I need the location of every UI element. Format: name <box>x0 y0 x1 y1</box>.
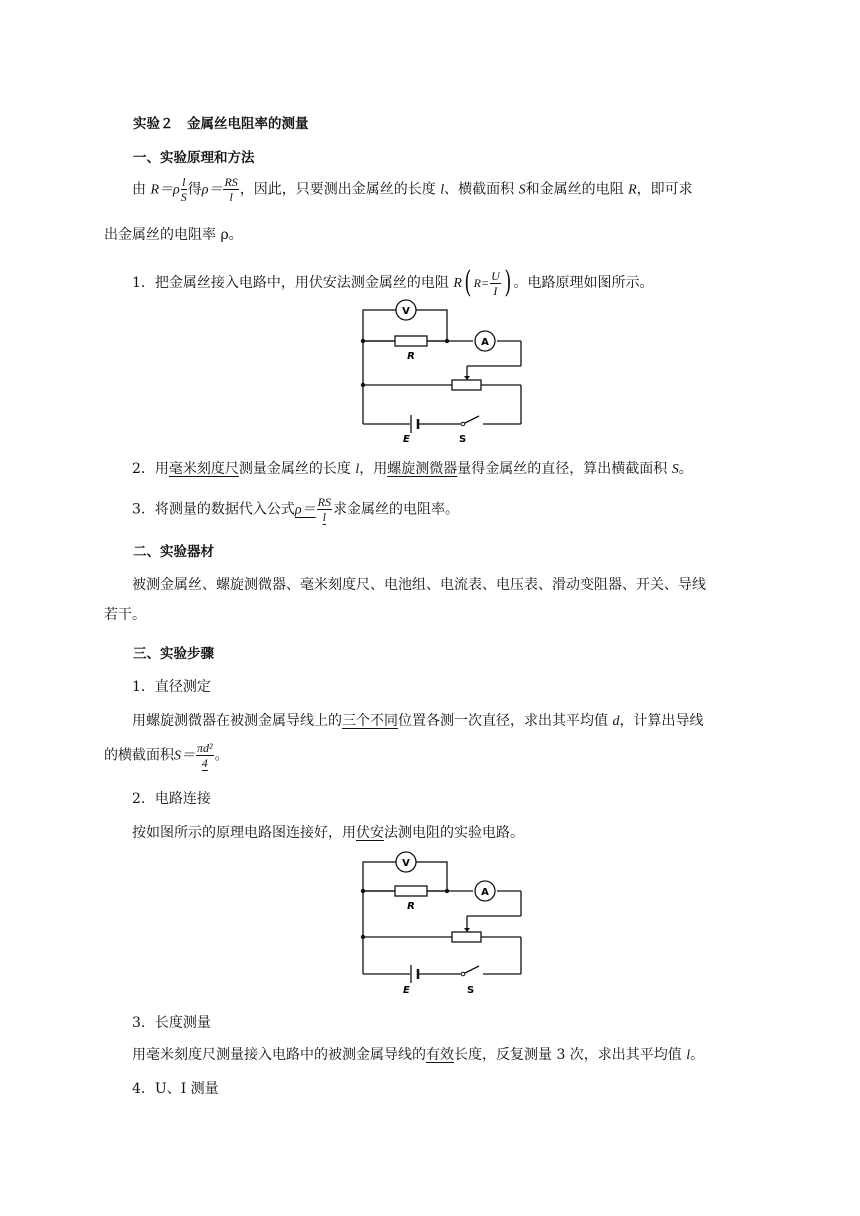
text: 、横截面积 <box>444 181 515 198</box>
variable-s: S <box>518 182 526 198</box>
resistor-label: R <box>407 901 415 912</box>
text: ，用 <box>359 461 388 477</box>
ammeter-label: A <box>481 887 489 898</box>
right-paren: ) <box>504 265 512 300</box>
rheostat-icon <box>452 380 481 390</box>
switch-contact <box>461 422 465 426</box>
junction-node <box>445 889 449 893</box>
ammeter-label: A <box>481 337 489 348</box>
variable-l: l <box>686 1048 691 1063</box>
formula-r-lhs: R＝ρ <box>150 182 180 198</box>
step-2-title: 2．电路连接 <box>132 791 211 807</box>
text: 。 <box>214 747 229 764</box>
fraction-rs-over-l <box>317 496 332 523</box>
circuit-diagram-2 <box>355 846 530 996</box>
text: 。电路原理如图所示。 <box>513 275 654 291</box>
text: 的横截面积 <box>104 747 174 764</box>
fraction-denominator: I <box>493 283 498 298</box>
section-heading-principle: 一、实验原理和方法 <box>133 150 255 166</box>
text: ，因此，只要测出金属丝的长度 <box>239 181 436 198</box>
item-1 <box>132 265 654 300</box>
equipment-line-2: 若干。 <box>104 607 146 623</box>
variable-r: R <box>453 276 462 291</box>
fraction-u-over-i <box>490 270 501 297</box>
fraction-numerator: U <box>491 268 500 283</box>
text: 长度，反复测量 3 次，求出其平均值 <box>454 1047 682 1063</box>
text: 位置各测一次直径，求出其平均值 <box>398 713 608 729</box>
variable-r: R <box>628 182 637 198</box>
resistor-label: R <box>407 351 415 362</box>
text: 和金属丝的电阻 <box>525 181 624 198</box>
text: 。 <box>678 461 693 477</box>
item-2 <box>132 458 693 478</box>
fraction-denominator: l <box>322 510 326 524</box>
junction-node <box>445 339 449 343</box>
underlined-term: 有效 <box>426 1047 454 1063</box>
junction-node <box>361 935 365 939</box>
section-heading-steps: 三、实验步骤 <box>133 646 214 662</box>
step-3-title: 3．长度测量 <box>132 1015 211 1031</box>
formula-s-lhs: S＝ <box>174 748 195 764</box>
battery-label: E <box>403 985 410 996</box>
text: 3．将测量的数据代入公式 <box>132 501 295 518</box>
formula-rho-lhs: ρ＝ <box>201 182 223 198</box>
text: 求金属丝的电阻率。 <box>333 501 459 518</box>
text: 。 <box>690 1047 705 1063</box>
fraction-pi-d2-over-4 <box>196 742 214 769</box>
resistor-icon <box>395 886 427 896</box>
step-3-line <box>132 1044 704 1064</box>
fraction-numerator: πd² <box>197 741 213 755</box>
text: 用毫米刻度尺测量接入电路中的被测金属导线的 <box>132 1047 426 1063</box>
switch-contact <box>461 972 465 976</box>
text: 2．用 <box>132 461 169 477</box>
text: 用螺旋测微器在被测金属导线上的 <box>132 713 342 729</box>
fraction-denominator: S <box>180 190 187 204</box>
voltmeter-label: V <box>402 858 410 869</box>
text: 由 <box>132 181 146 198</box>
left-paren: ( <box>464 265 472 300</box>
section-heading-equipment: 二、实验器材 <box>133 544 214 560</box>
item-3 <box>132 496 459 523</box>
junction-node <box>361 339 365 343</box>
step-1-line-2 <box>104 742 229 769</box>
battery-label: E <box>403 434 410 445</box>
fraction-numerator: RS <box>224 175 238 189</box>
fraction-l-over-s <box>181 176 187 203</box>
fraction-rs-over-l <box>223 176 238 203</box>
circuit-diagram-1 <box>355 298 530 448</box>
principle-line-2: 出金属丝的电阻率 ρ。 <box>104 227 243 243</box>
underlined-term: 螺旋测微器 <box>387 461 458 477</box>
fraction-numerator: l <box>182 175 186 189</box>
variable-l: l <box>440 182 445 198</box>
text: 按如图所示的原理电路图连接好，用 <box>132 825 356 841</box>
junction-node <box>361 383 365 387</box>
text: 1．把金属丝接入电路中，用伏安法测金属丝的电阻 <box>132 275 449 291</box>
fraction-denominator: 4 <box>201 756 208 770</box>
fraction-numerator: RS <box>317 495 331 509</box>
switch-label: S <box>459 434 467 445</box>
equipment-line-1: 被测金属丝、螺旋测微器、毫米刻度尺、电池组、电流表、电压表、滑动变阻器、开关、导线 <box>132 577 706 593</box>
variable-l: l <box>355 462 360 477</box>
variable-d: d <box>612 714 620 729</box>
step-1-line-1 <box>132 710 703 730</box>
variable-s: S <box>671 462 679 477</box>
formula-r-equals: R= <box>473 276 490 290</box>
underlined-term: 三个不同 <box>342 713 398 729</box>
underlined-term: 毫米刻度尺 <box>168 461 239 477</box>
switch-label: S <box>467 985 475 996</box>
underlined-term: 伏安 <box>356 825 384 841</box>
text: ，计算出导线 <box>619 713 704 729</box>
text: 测量金属丝的长度 <box>238 461 351 477</box>
experiment-title: 实验２ 金属丝电阻率的测量 <box>133 116 309 132</box>
step-4-title: 4．U、I 测量 <box>132 1081 219 1097</box>
text: 得 <box>187 181 202 198</box>
step-1-title: 1．直径测定 <box>132 679 211 695</box>
voltmeter-label: V <box>402 306 410 317</box>
resistor-icon <box>395 336 427 346</box>
principle-line-1 <box>132 176 693 203</box>
fraction-denominator: l <box>229 190 233 204</box>
junction-node <box>361 889 365 893</box>
rheostat-icon <box>452 932 481 942</box>
text: 法测电阻的实验电路。 <box>384 825 524 841</box>
text: ，即可求 <box>636 181 693 198</box>
formula-rho-lhs: ρ＝ <box>294 502 316 518</box>
step-2-line <box>132 822 524 842</box>
text: 量得金属丝的直径，算出横截面积 <box>457 461 668 477</box>
